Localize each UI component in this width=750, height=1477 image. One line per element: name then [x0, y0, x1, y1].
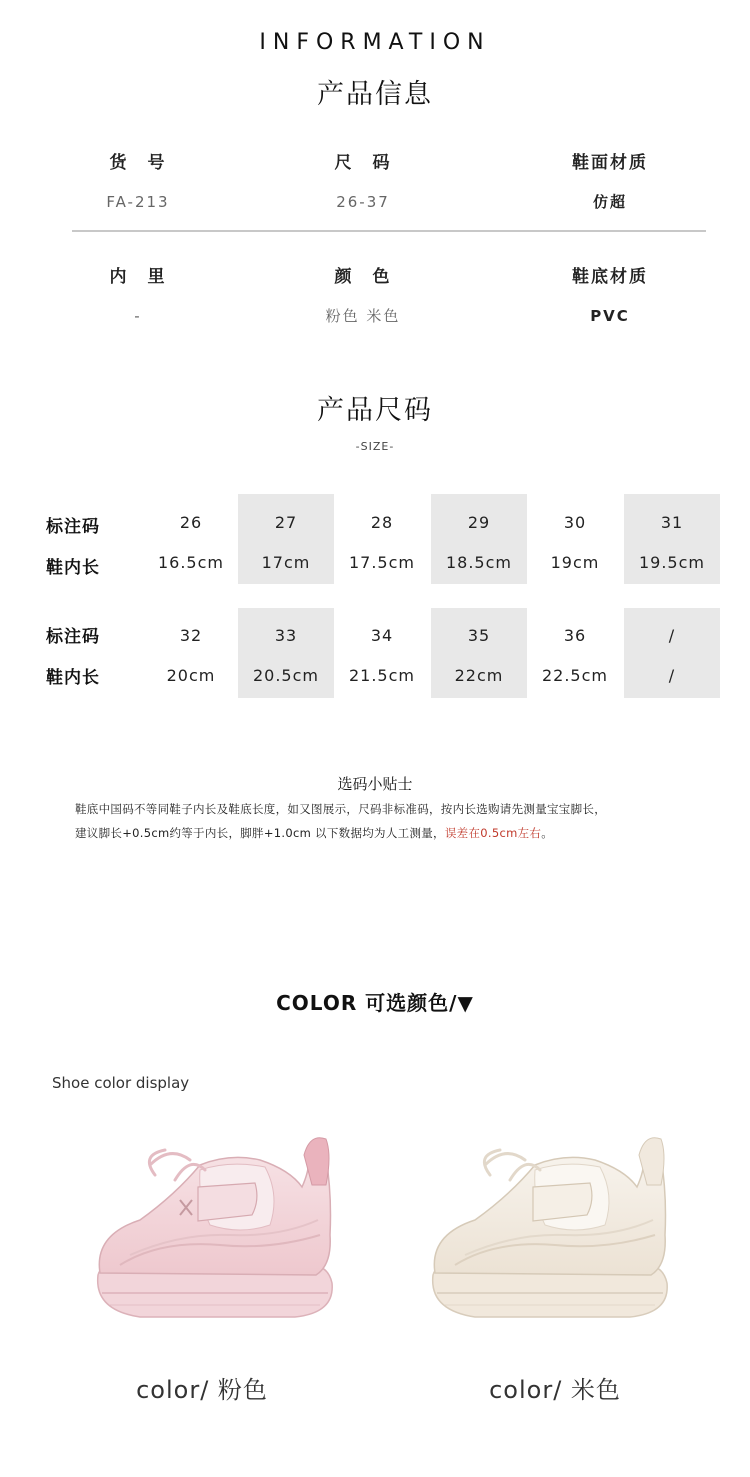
- length-cell: 17cm: [261, 553, 311, 572]
- beige-shoe-image: [415, 1125, 685, 1335]
- info-label-item-no: 货 号: [109, 153, 167, 173]
- length-row-label: 鞋内长: [46, 668, 100, 688]
- size-row-label: 标注码: [46, 627, 100, 647]
- tips-line-2: [75, 825, 553, 841]
- size-cell: 26: [179, 513, 203, 532]
- info-value-lining: -: [134, 307, 142, 325]
- length-cell: 22.5cm: [541, 666, 608, 685]
- shoe-display-label: Shoe color display: [52, 1074, 190, 1092]
- tips-line-1: 鞋底中国码不等同鞋子内长及鞋底长度，如又图展示，尺码非标准码，按内长选购请先测量宝宝脚长，: [75, 802, 606, 816]
- length-row-label: 鞋内长: [46, 558, 100, 578]
- length-cell: 19cm: [550, 553, 600, 572]
- length-cell: /: [668, 666, 676, 685]
- tips-error-note: 误差在0.5cm左右: [444, 826, 542, 840]
- length-cell: 18.5cm: [445, 553, 512, 572]
- info-value-upper-material: 仿超: [592, 193, 627, 211]
- length-cell: 16.5cm: [157, 553, 224, 572]
- info-value-color: 粉色 米色: [325, 307, 401, 325]
- length-cell: 19.5cm: [638, 553, 705, 572]
- info-label-sole-material: 鞋底材质: [572, 267, 648, 287]
- info-value-sole-material: PVC: [590, 307, 630, 325]
- info-value-item-no: FA-213: [106, 193, 170, 211]
- tips-title: 选码小贴士: [337, 775, 413, 793]
- size-cell: 34: [370, 626, 394, 645]
- info-divider: [72, 230, 706, 232]
- size-cell: 35: [467, 626, 491, 645]
- length-cell: 22cm: [454, 666, 504, 685]
- tips-line-2-text: 建议脚长+0.5cm约等于内长，脚胖+1.0cm 以下数据均为人工测量，: [75, 826, 445, 840]
- tips-line-2-end: 。: [541, 826, 553, 840]
- info-label-lining: 内 里: [109, 267, 167, 287]
- info-label-size: 尺 码: [334, 153, 392, 173]
- size-title-cn: 产品尺码: [317, 395, 433, 426]
- size-cell: 36: [563, 626, 587, 645]
- size-cell: 32: [179, 626, 203, 645]
- length-cell: 20.5cm: [252, 666, 319, 685]
- information-title-cn: 产品信息: [317, 79, 433, 110]
- color-section-title: COLOR 可选颜色/▼: [276, 991, 474, 1015]
- size-cell: 30: [563, 513, 587, 532]
- size-cell: 33: [274, 626, 298, 645]
- information-title-en: INFORMATION: [259, 30, 491, 55]
- size-cell: /: [668, 626, 676, 645]
- info-label-upper-material: 鞋面材质: [572, 153, 648, 173]
- size-cell: 29: [467, 513, 491, 532]
- size-cell: 31: [660, 513, 684, 532]
- info-label-color: 颜 色: [334, 267, 392, 287]
- size-title-en: -SIZE-: [355, 440, 395, 453]
- beige-color-caption: color/ 米色: [489, 1376, 621, 1404]
- size-cell: 28: [370, 513, 394, 532]
- length-cell: 17.5cm: [348, 553, 415, 572]
- length-cell: 20cm: [166, 666, 216, 685]
- pink-color-caption: color/ 粉色: [136, 1376, 268, 1404]
- length-cell: 21.5cm: [348, 666, 415, 685]
- size-cell: 27: [274, 513, 298, 532]
- size-row-label: 标注码: [46, 517, 100, 537]
- pink-shoe-image: [80, 1125, 350, 1335]
- info-value-size: 26-37: [336, 193, 390, 211]
